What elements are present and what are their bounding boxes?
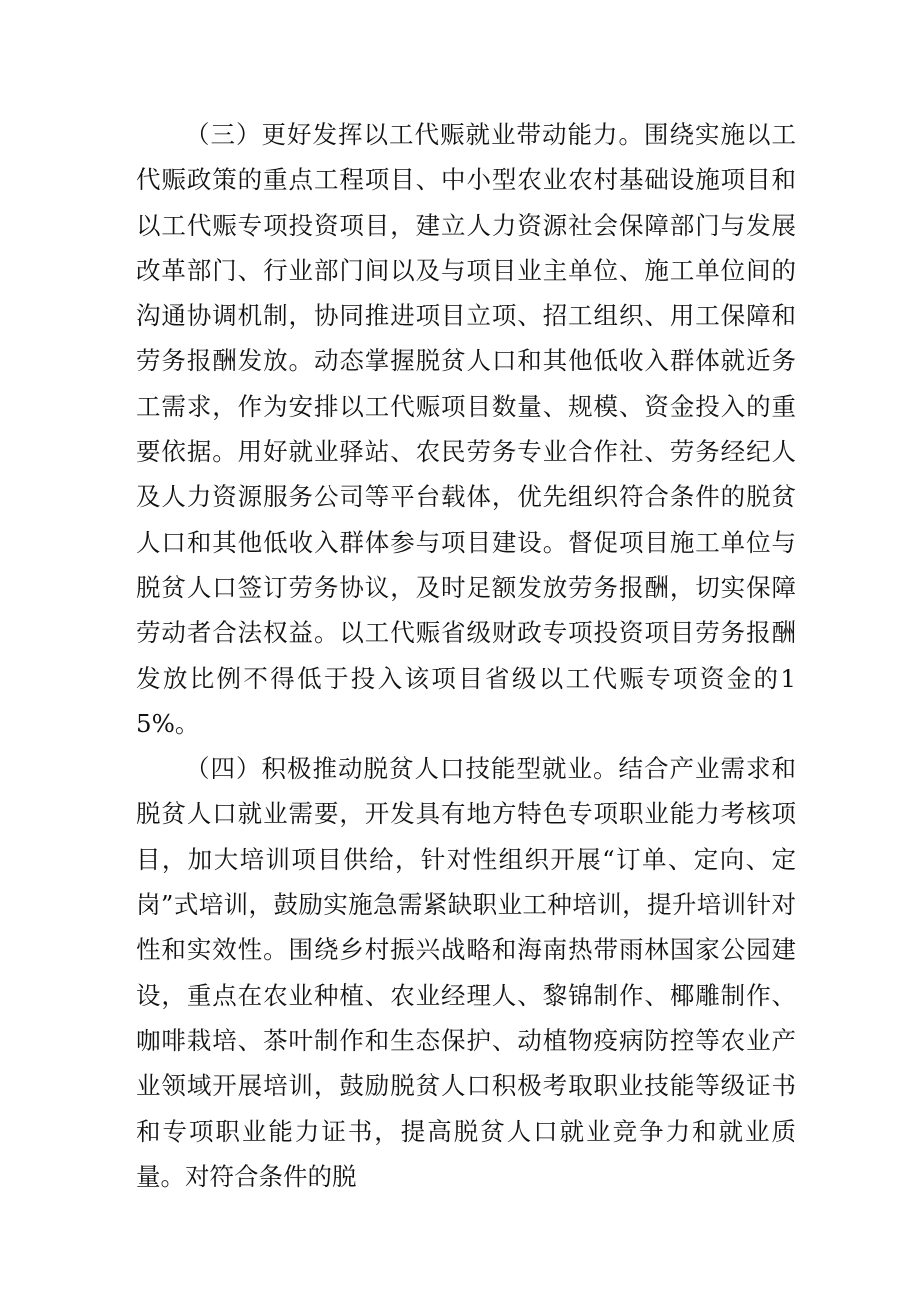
- paragraph-section-4: （四）积极推动脱贫人口技能型就业。结合产业需求和脱贫人口就业需要，开发具有地方特色专项职业能力考核项目，加大培训项目供给，针对性组织开展“订单、定向、定岗”式培训，鼓励实施急需紧缺职业工种培训，提升培训针对性和实效性。围绕乡村振兴战略和海南热带雨林国家公园建设，重点在农业种植、农业经理人、黎锦制作、椰雕制作、咖啡栽培、茶叶制作和生态保护、动植物疫病防控等农业产业领域开展培训，鼓励脱贫人口积极考取职业技能等级证书和专项职业能力证书，提高脱贫人口就业竞争力和就业质量。对符合条件的脱: [136, 754, 796, 1191]
- document-body: [136, 112, 796, 1199]
- paragraph-section-3: （三）更好发挥以工代赈就业带动能力。围绕实施以工代赈政策的重点工程项目、中小型农业农村基础设施项目和以工代赈专项投资项目，建立人力资源社会保障部门与发展改革部门、行业部门间以及与项目业主单位、施工单位间的沟通协调机制，协同推进项目立项、招工组织、用工保障和劳务报酬发放。动态掌握脱贫人口和其他低收入群体就近务工需求，作为安排以工代赈项目数量、规模、资金投入的重要依据。用好就业驿站、农民劳务专业合作社、劳务经纪人及人力资源服务公司等平台载体，优先组织符合条件的脱贫人口和其他低收入群体参与项目建设。督促项目施工单位与脱贫人口签订劳务协议，及时足额发放劳务报酬，切实保障劳动者合法权益。以工代赈省级财政专项投资项目劳务报酬发放比例不得低于投入该项目省级以工代赈专项资金的15%。: [136, 120, 796, 738]
